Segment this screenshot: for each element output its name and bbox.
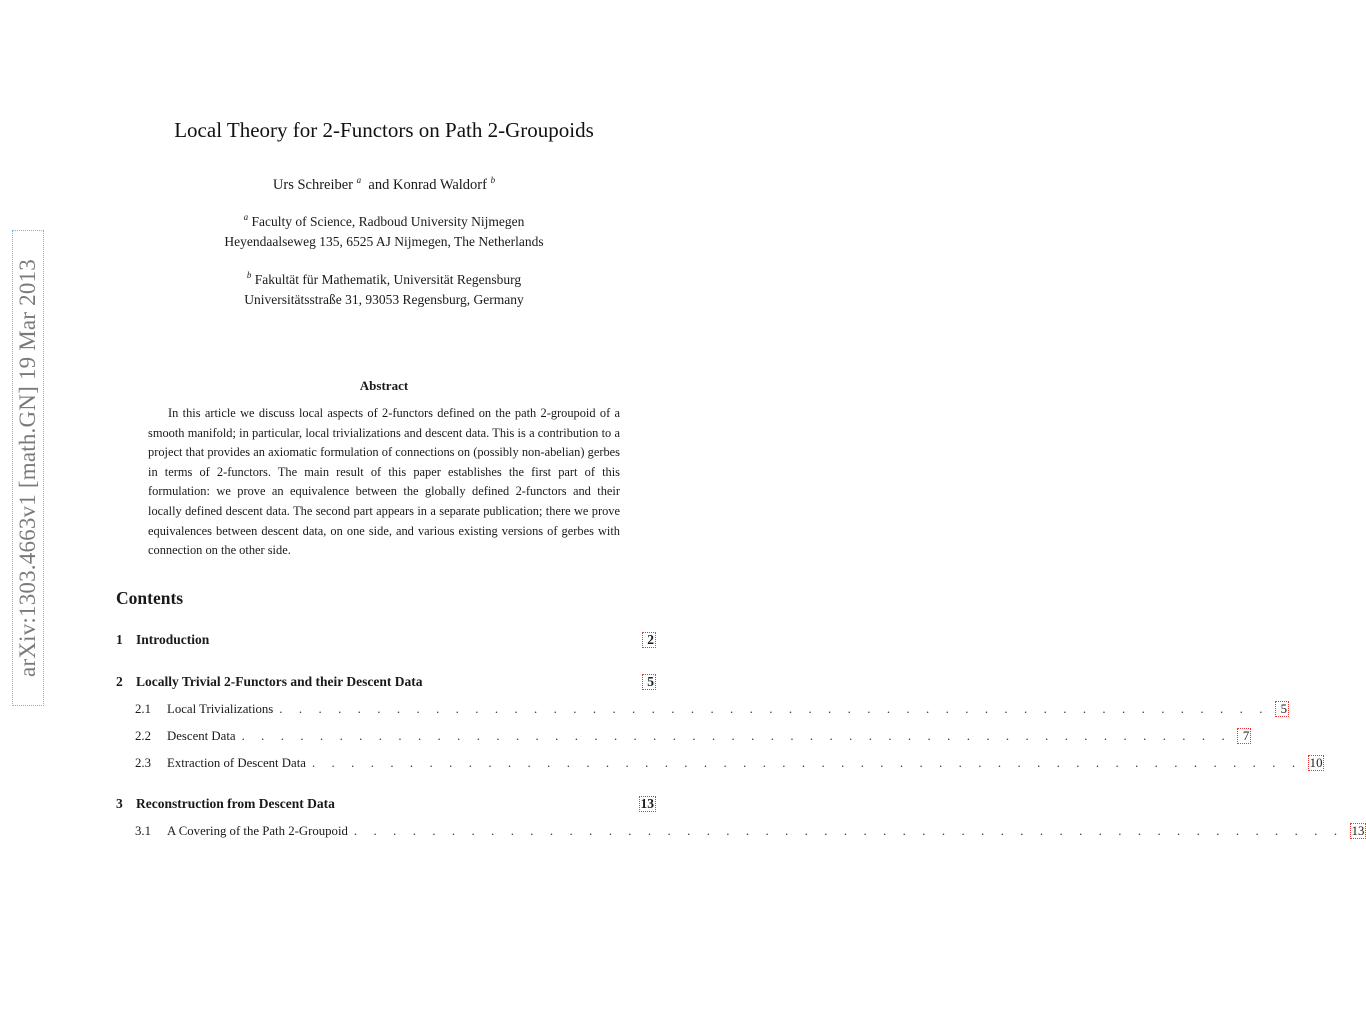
toc-title-link[interactable]: Reconstruction from Descent Data	[136, 796, 335, 811]
toc-title-link[interactable]: Extraction of Descent Data	[167, 756, 306, 770]
toc-number: 2.3	[135, 756, 151, 770]
abstract-heading: Abstract	[359, 378, 409, 393]
toc-entry	[116, 728, 1250, 744]
toc-entry	[116, 701, 1288, 717]
toc-title-link[interactable]: Introduction	[136, 632, 210, 647]
toc-number: 2.2	[135, 729, 151, 743]
toc-leader-dots: . . . . . . . . . . . . . . . . . . . . . . . . . . . . . . . . . . . . . . . . . . . . . . . . . . .	[311, 756, 1302, 770]
affiliation-a	[0, 212, 768, 252]
affiliation-marker: a	[356, 175, 362, 185]
affiliation-marker: b	[246, 270, 252, 280]
toc-entry	[116, 632, 656, 648]
toc-entry	[116, 823, 1365, 839]
toc-title-link[interactable]: A Covering of the Path 2-Groupoid	[167, 824, 348, 838]
author-name: Konrad Waldorf	[392, 177, 487, 193]
toc-number: 3	[116, 796, 123, 811]
toc-entry	[116, 674, 656, 690]
arxiv-id: arXiv:1303.4663v1 [math.GN] 19 Mar 2013	[15, 259, 40, 677]
toc-number: 1	[116, 632, 123, 647]
toc-entry	[116, 755, 1323, 771]
affiliation-line: Faculty of Science, Radboud University Nijmegen	[251, 214, 525, 229]
author-name: Urs Schreiber	[272, 177, 354, 193]
toc-page-link[interactable]: 10	[1309, 756, 1323, 770]
toc-title-link[interactable]: Local Trivializations	[167, 702, 274, 716]
toc-number: 2.1	[135, 702, 151, 716]
contents-heading: Contents	[116, 588, 184, 608]
toc-page-link[interactable]: 5	[642, 674, 656, 690]
toc-page-link[interactable]: 7	[1237, 728, 1251, 744]
toc-page-link[interactable]: 13	[1351, 824, 1365, 838]
toc-title-link[interactable]: Locally Trivial 2-Functors and their Descent Data	[136, 674, 423, 689]
affiliation-marker: b	[490, 175, 496, 185]
toc-leader-dots: . . . . . . . . . . . . . . . . . . . . . . . . . . . . . . . . . . . . . . . . . . . . . . . . . . .	[279, 702, 1270, 716]
toc-leader-dots: . . . . . . . . . . . . . . . . . . . . . . . . . . . . . . . . . . . . . . . . . . . . . . . . . . .	[353, 824, 1344, 838]
toc-leader-dots: . . . . . . . . . . . . . . . . . . . . . . . . . . . . . . . . . . . . . . . . . . . . . . . . . . .	[241, 729, 1232, 743]
affiliation-marker: a	[243, 212, 249, 222]
toc-entry	[116, 796, 656, 812]
affiliation-line: Heyendaalseweg 135, 6525 AJ Nijmegen, The Netherlands	[224, 234, 544, 249]
author-line	[0, 177, 768, 194]
abstract-text: In this article we discuss local aspects of 2-functors defined on the path 2-groupoid of a smooth manifold; in particular, local trivializations and descent data. This is a contribution to a project that provides an axiomatic formulation of connections on (possibly non-abelian) gerbes in terms of 2-functors. The main result of this paper establishes the first part of this formulation: we prove an equivalence between the globally defined 2-functors and their locally defined descent data. The second part appears in a separate publication; there we prove equivalences between descent data, on one side, and various existing versions of gerbes with connection on the other side.	[148, 406, 620, 558]
paper-title: Local Theory for 2-Functors on Path 2-Groupoids	[174, 118, 594, 142]
affiliation-line: Universitätsstraße 31, 93053 Regensburg, Germany	[244, 292, 524, 307]
toc-number: 3.1	[135, 824, 151, 838]
toc-page-link[interactable]: 13	[640, 796, 654, 811]
author-conjunction: and	[368, 177, 390, 193]
toc-page-link[interactable]: 2	[642, 632, 656, 648]
toc-title-link[interactable]: Descent Data	[167, 729, 236, 743]
affiliation-line: Fakultät für Mathematik, Universität Regensburg	[254, 272, 522, 287]
affiliation-b	[0, 270, 768, 310]
toc-page-link[interactable]: 5	[1275, 701, 1289, 717]
toc-number: 2	[116, 674, 123, 689]
